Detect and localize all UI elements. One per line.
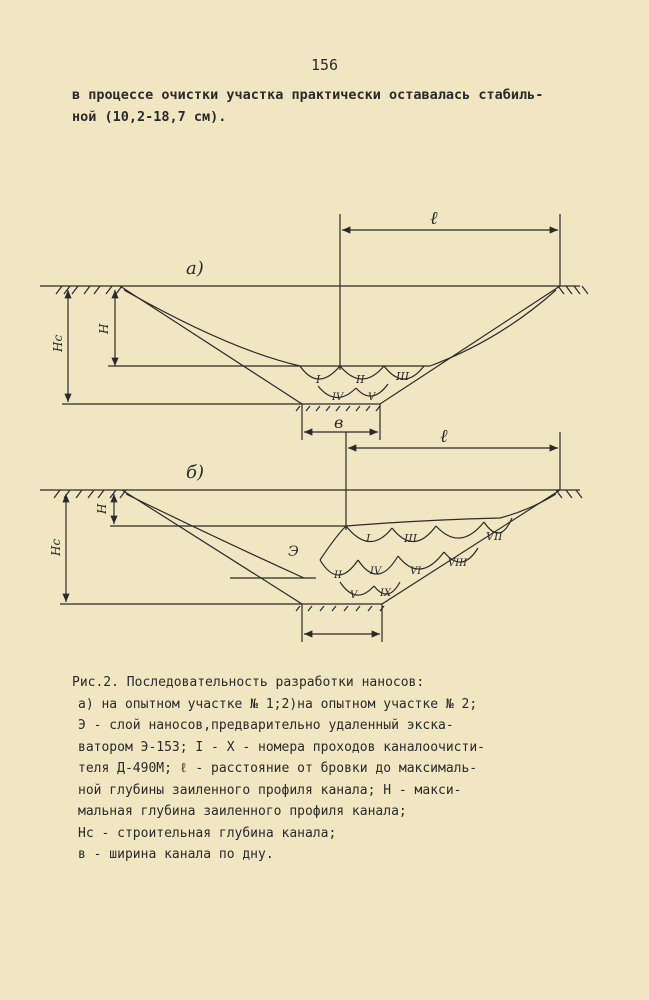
panel-b-layer-E: Э: [288, 544, 299, 560]
panel-b-dim-l: ℓ: [440, 426, 448, 447]
caption-line-4: ватором Э-153; I - X - номера проходов каналоочисти-: [78, 739, 485, 755]
panel-a-dim-l: ℓ: [430, 208, 438, 229]
intro-line-1: в процессе очистки участка практически оставалась стабиль-: [72, 87, 544, 103]
caption-line-9: в - ширина канала по дну.: [78, 847, 274, 862]
panel-a-label: а): [186, 258, 204, 279]
caption-line-2: а) на опытном участке № 1;2)на опытном участке № 2;: [78, 696, 478, 712]
panel-a-dim-Hc: Hc: [51, 334, 65, 352]
panel-b-pass-3: III: [404, 532, 418, 545]
panel-a-pass-2: II: [356, 373, 365, 386]
caption-line-8: Нс - строительная глубина канала;: [78, 825, 337, 841]
panel-b-pass-1: I: [366, 532, 371, 545]
caption-line-5: теля Д-490М; ℓ - расстояние от бровки до максималь-: [78, 761, 478, 776]
panel-a-pass-5: V: [368, 392, 376, 403]
panel-a-dim-b: в: [334, 413, 344, 432]
panel-b-dim-Hc: Hc: [49, 538, 63, 556]
caption-line-6: ной глубины заиленного профиля канала; H - макси-: [78, 782, 462, 798]
panel-a-pass-1: I: [316, 373, 321, 386]
figure-caption: [72, 672, 552, 866]
panel-b-pass-7: VII: [486, 530, 503, 543]
panel-a-pass-3: III: [396, 370, 410, 383]
panel-a-diagram: [40, 214, 588, 440]
caption-line-3: Э - слой наносов,предварительно удаленный экска-: [78, 718, 454, 733]
intro-line-2: ной (10,2-18,7 см).: [72, 109, 227, 125]
caption-line-7: мальная глубина заиленного профиля канала;: [78, 804, 407, 819]
panel-b-pass-6: VI: [410, 566, 422, 577]
panel-b-dim-H: H: [95, 503, 109, 514]
panel-b-pass-4: IV: [370, 566, 382, 577]
panel-b-pass-8: VIII: [448, 558, 468, 569]
panel-b-pass-2: II: [334, 570, 342, 581]
panel-a-dim-H: H: [97, 323, 111, 334]
panel-b-label: б): [186, 462, 205, 483]
panel-b-pass-9: IX: [380, 588, 392, 599]
panel-a-pass-4: IV: [332, 392, 344, 403]
panel-b-pass-5: V: [350, 590, 358, 601]
caption-line-1: Рис.2. Последовательность разработки наносов:: [72, 675, 425, 690]
page-number: 156: [310, 56, 339, 74]
